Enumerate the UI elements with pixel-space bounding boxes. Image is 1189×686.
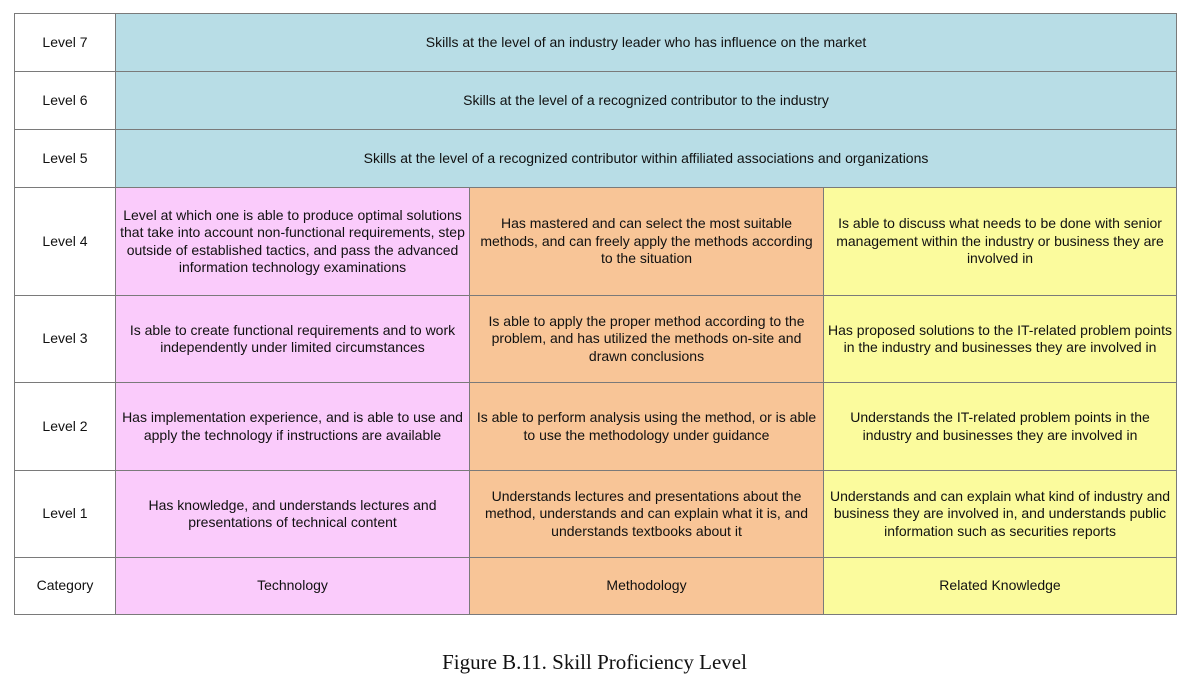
level-label: Level 4 [15, 188, 116, 296]
category-methodology: Methodology [470, 558, 824, 615]
table-row-level-4 [15, 188, 1177, 296]
level-2-related-knowledge-cell: Understands the IT-related problem points in the industry and businesses they are involved in [824, 383, 1177, 471]
level-label: Level 1 [15, 471, 116, 558]
level-label: Level 6 [15, 72, 116, 130]
figure-caption: Figure B.11. Skill Proficiency Level [442, 650, 747, 674]
level-2-technology-cell: Has implementation experience, and is able to use and apply the technology if instructions are available [116, 383, 470, 471]
level-1-technology-cell: Has knowledge, and understands lectures and presentations of technical content [116, 471, 470, 558]
level-4-methodology-cell: Has mastered and can select the most suitable methods, and can freely apply the methods according to the situation [470, 188, 824, 296]
level-1-related-knowledge-cell: Understands and can explain what kind of industry and business they are involved in, and understands public information such as securities reports [824, 471, 1177, 558]
level-label: Level 7 [15, 14, 116, 72]
level-label: Level 5 [15, 130, 116, 188]
skill-proficiency-table [14, 13, 1177, 615]
level-3-methodology-cell: Is able to apply the proper method according to the problem, and has utilized the methods on-site and drawn conclusions [470, 296, 824, 383]
table-row-level-7 [15, 14, 1177, 72]
category-related-knowledge: Related Knowledge [824, 558, 1177, 615]
level-4-technology-cell: Level at which one is able to produce optimal solutions that take into account non-functional requirements, step outside of established tactics, and pass the advanced information technology examinations [116, 188, 470, 296]
level-5-description: Skills at the level of a recognized contributor within affiliated associations and organizations [116, 130, 1177, 188]
level-label: Level 2 [15, 383, 116, 471]
table-row-level-6 [15, 72, 1177, 130]
level-7-description: Skills at the level of an industry leader who has influence on the market [116, 14, 1177, 72]
table-row-category [15, 558, 1177, 615]
level-3-related-knowledge-cell: Has proposed solutions to the IT-related problem points in the industry and businesses they are involved in [824, 296, 1177, 383]
table-row-level-2 [15, 383, 1177, 471]
category-technology: Technology [116, 558, 470, 615]
level-4-related-knowledge-cell: Is able to discuss what needs to be done with senior management within the industry or business they are involved in [824, 188, 1177, 296]
table-row-level-1 [15, 471, 1177, 558]
level-2-methodology-cell: Is able to perform analysis using the method, or is able to use the methodology under guidance [470, 383, 824, 471]
level-6-description: Skills at the level of a recognized contributor to the industry [116, 72, 1177, 130]
category-label: Category [15, 558, 116, 615]
level-label: Level 3 [15, 296, 116, 383]
level-3-technology-cell: Is able to create functional requirements and to work independently under limited circumstances [116, 296, 470, 383]
level-1-methodology-cell: Understands lectures and presentations about the method, understands and can explain what it is, and understands textbooks about it [470, 471, 824, 558]
table-row-level-3 [15, 296, 1177, 383]
table-row-level-5 [15, 130, 1177, 188]
